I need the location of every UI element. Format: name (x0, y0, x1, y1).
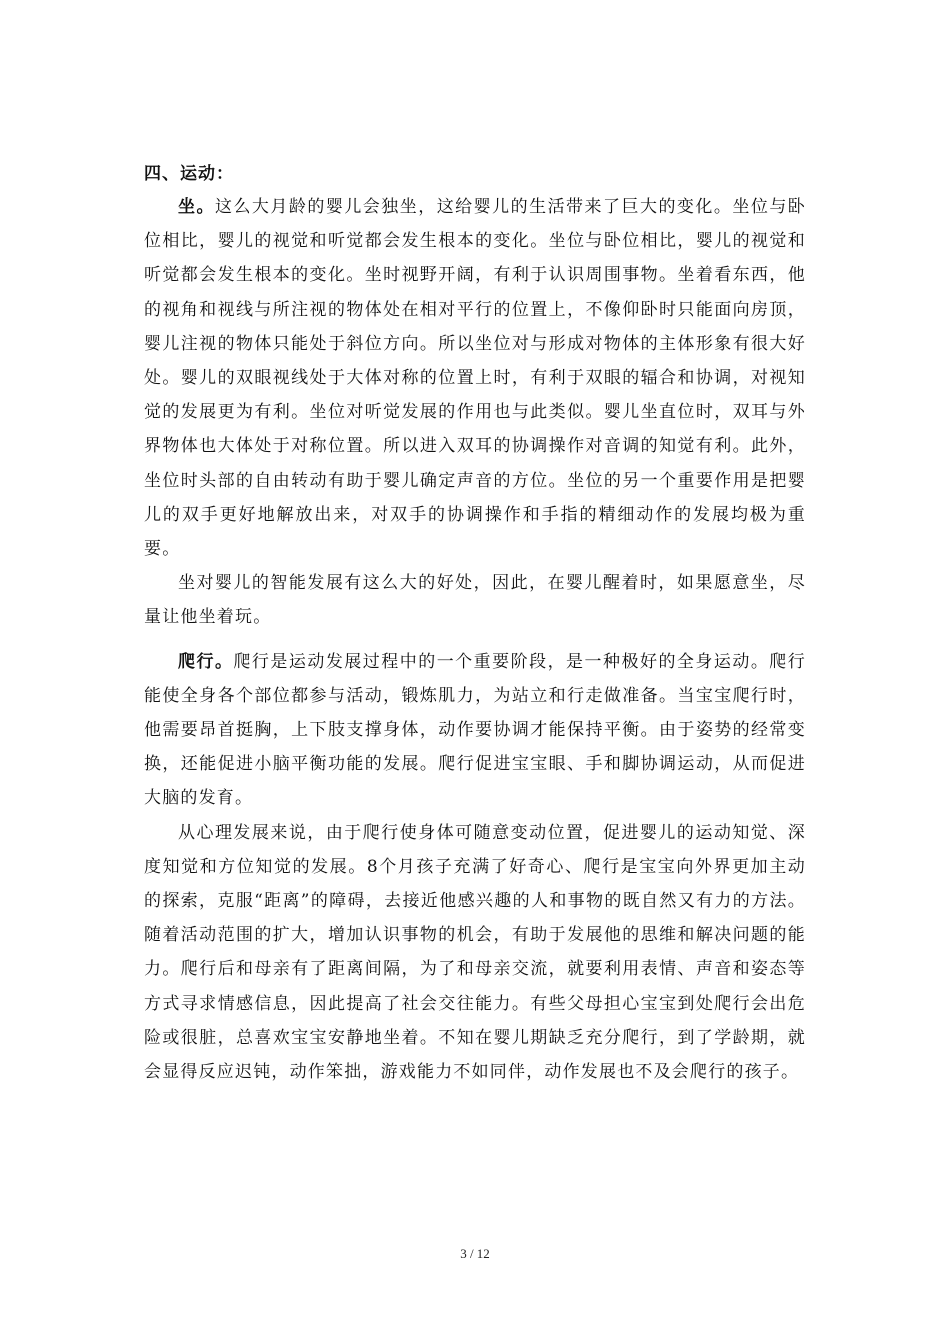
paragraph-text-sit: 这么大月龄的婴儿会独坐，这给婴儿的生活带来了巨大的变化。坐位与卧位相比，婴儿的视觉和听觉都会发生根本的变化。坐位与卧位相比，婴儿的视觉和听觉都会发生根本的变化。坐时视野开阔，有利于认识周围事物。坐着看东西，他的视角和视线与所注视的物体处在相对平行的位置上，不像仰卧时只能面向房顶，婴儿注视的物体只能处于斜位方向。所以坐位对与形成对物体的主体形象有很大好处。婴儿的双眼视线处于大体对称的位置上时，有利于双眼的辐合和协调，对视知觉的发展更为有利。坐位对听觉发展的作用也与此类似。婴儿坐直位时，双耳与外界物体也大体处于对称位置。所以进入双耳的协调操作对音调的知觉有利。此外，坐位时头部的自由转动有助于婴儿确定声音的方位。坐位的另一个重要作用是把婴儿的双手更好地解放出来，对双手的协调操作和手指的精细动作的发展均极为重要。 (144, 197, 806, 560)
paragraph-lead-crawl: 爬行。 (178, 651, 234, 672)
paragraph-text-crawl: 爬行是运动发展过程中的一个重要阶段，是一种极好的全身运动。爬行能使全身各个部位都参与活动，锻炼肌力，为站立和行走做准备。当宝宝爬行时，他需要昂首挺胸，上下肢支撑身体，动作要协调才能保持平衡。由于姿势的经常变换，还能促进小脑平衡功能的发展。爬行促进宝宝眼、手和脚协调运动，从而促进大脑的发育。 (144, 651, 806, 809)
section-heading: 四、运动： (144, 164, 234, 184)
document-body (144, 158, 806, 1089)
paragraph-crawl (144, 645, 806, 816)
page-number: 3 / 12 (460, 1246, 490, 1261)
paragraph-crawl-psychology: 从心理发展来说，由于爬行使身体可随意变动位置，促进婴儿的运动知觉、深度知觉和方位知觉的发展。8个月孩子充满了好奇心、爬行是宝宝向外界更加主动的探索，克服“距离”的障碍，去接近他感兴趣的人和事物的既自然又有力的方法。随着活动范围的扩大，增加认识事物的机会，有助于发展他的思维和解决问题的能力。爬行后和母亲有了距离间隔，为了和母亲交流，就要利用表情、声音和姿态等方式寻求情感信息，因此提高了社会交往能力。有些父母担心宝宝到处爬行会出危险或很脏，总喜欢宝宝安静地坐着。不知在婴儿期缺乏充分爬行，到了学龄期，就会显得反应迟钝，动作笨拙，游戏能力不如同伴，动作发展也不及会爬行的孩子。 (144, 822, 806, 1083)
paragraph-sit-conclusion: 坐对婴儿的智能发展有这么大的好处，因此，在婴儿醒着时，如果愿意坐，尽量让他坐着玩。 (144, 573, 806, 628)
paragraph-lead-sit: 坐。 (178, 197, 215, 217)
paragraph-sit (144, 190, 806, 566)
